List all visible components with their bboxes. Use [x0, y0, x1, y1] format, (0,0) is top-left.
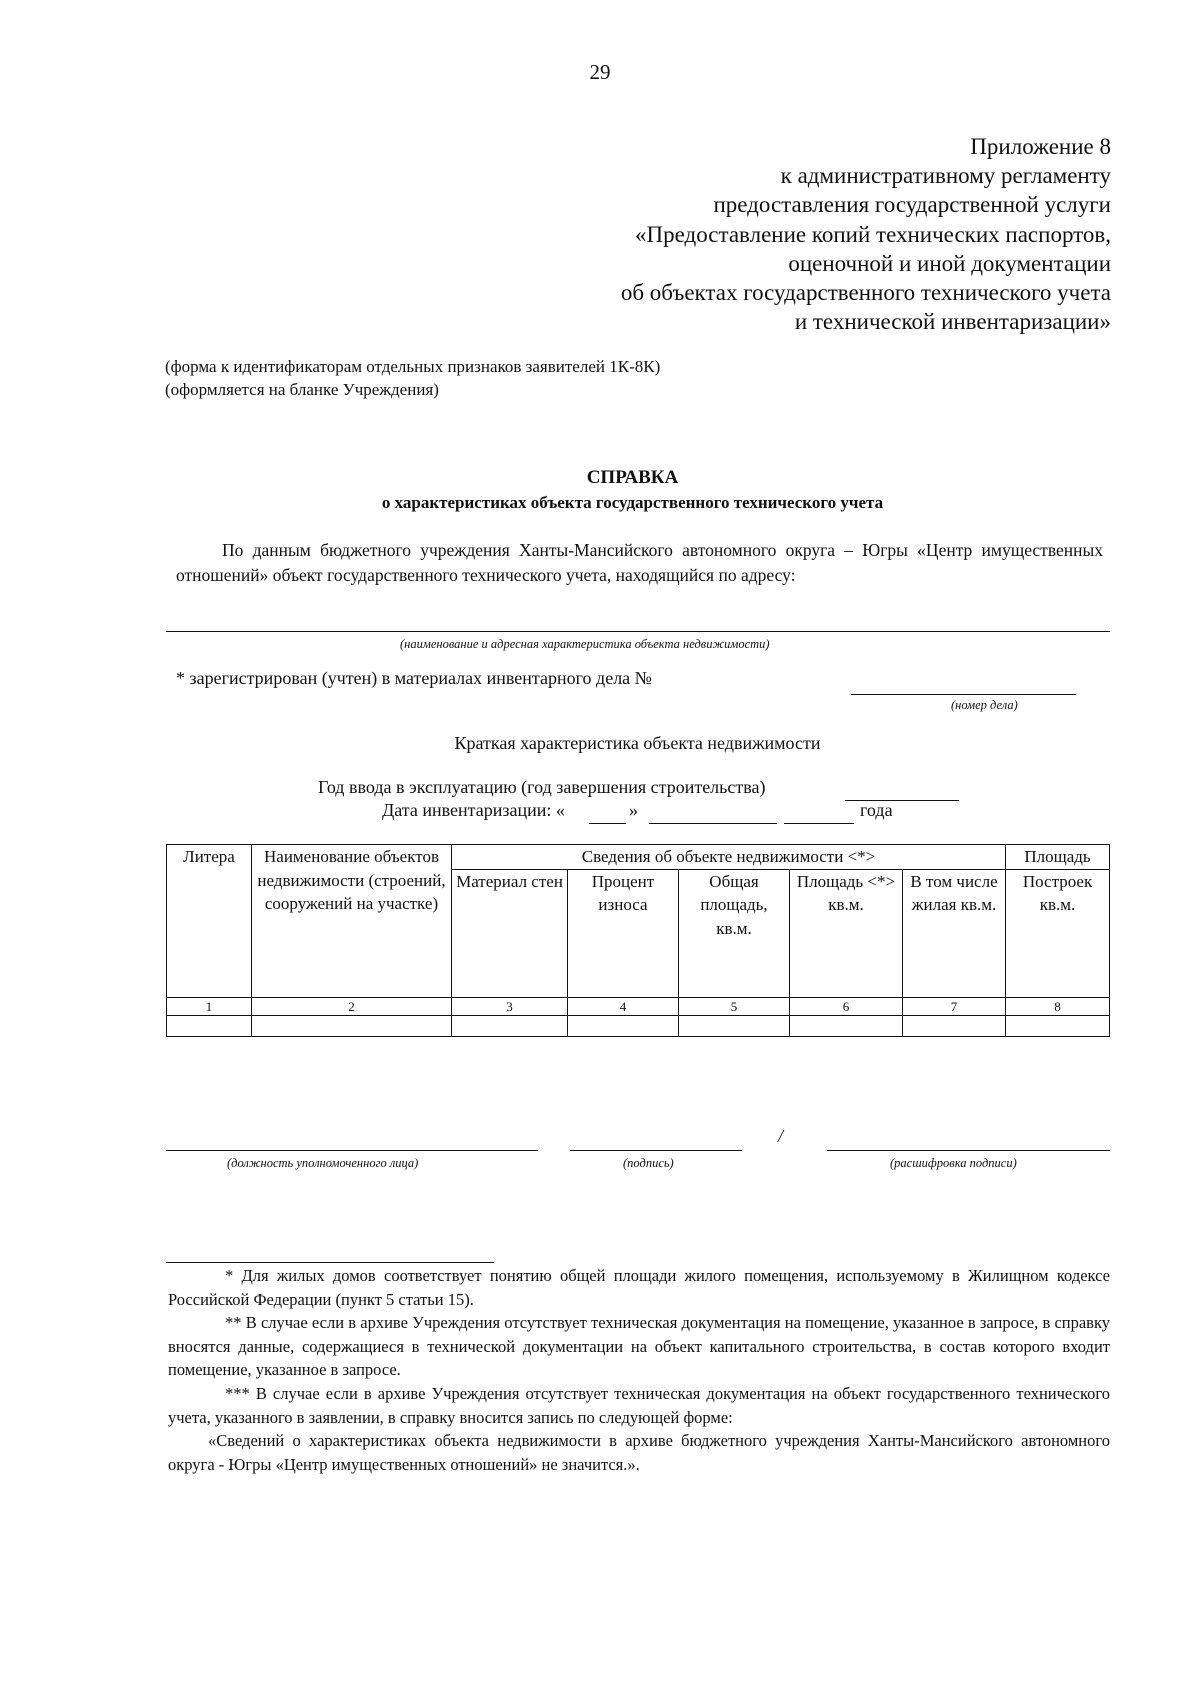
- table-cell-empty[interactable]: [452, 1015, 568, 1036]
- footnote-1: * Для жилых домов соответствует понятию общей площади жилого помещения, используемому в Жилищном кодексе Российской Федерации (пункт 5 статьи 15).: [168, 1266, 1110, 1309]
- table-cell-empty[interactable]: [903, 1015, 1006, 1036]
- column-number: 2: [252, 997, 452, 1015]
- appendix-line: предоставления государственной услуги: [713, 192, 1111, 218]
- column-number: 8: [1006, 997, 1110, 1015]
- case-number-caption: (номер дела): [951, 698, 1018, 712]
- address-caption: (наименование и адресная характеристика объекта недвижимости): [400, 637, 770, 651]
- page-number: 29: [589, 60, 611, 84]
- form-note: [165, 356, 660, 401]
- table-cell-empty[interactable]: [252, 1015, 452, 1036]
- characteristics-table: [166, 844, 1110, 1037]
- header-total-area: Общая площадь, кв.м.: [679, 869, 790, 997]
- form-note-line: (форма к идентификаторам отдельных признаков заявителей 1К-8К): [165, 357, 661, 376]
- table-cell-empty[interactable]: [568, 1015, 679, 1036]
- column-number: 7: [903, 997, 1006, 1015]
- document-title: СПРАВКА: [586, 467, 679, 488]
- table-cell-empty[interactable]: [790, 1015, 903, 1036]
- brief-characteristics-title: Краткая характеристика объекта недвижимости: [454, 733, 821, 753]
- commission-year-text: Год ввода в эксплуатацию (год завершения строительства): [318, 777, 766, 797]
- decoding-caption: (расшифровка подписи): [890, 1156, 1017, 1170]
- position-caption: (должность уполномоченного лица): [227, 1156, 419, 1170]
- intro-paragraph: По данным бюджетного учреждения Ханты-Мансийского автономного округа – Югры «Центр имущественных отношений» объект государственного технического учета, находящийся по адресу:: [176, 540, 1103, 585]
- form-note-line: (оформляется на бланке Учреждения): [165, 379, 439, 399]
- header-object-name: Наименование объектов недвижимости (строений, сооружений на участке): [252, 845, 452, 998]
- appendix-line: об объектах государственного технического учета: [620, 280, 1111, 306]
- address-field-line[interactable]: [166, 631, 1110, 632]
- appendix-line: Приложение 8: [970, 134, 1111, 159]
- header-area-group: Площадь: [1006, 845, 1110, 870]
- appendix-line: к административному регламенту: [780, 163, 1111, 189]
- table-cell-empty[interactable]: [167, 1015, 252, 1036]
- case-number-field-line[interactable]: [851, 694, 1076, 695]
- table-cell-empty[interactable]: [679, 1015, 790, 1036]
- header-litera: Литера: [167, 845, 252, 998]
- appendix-header: [621, 132, 1111, 336]
- inventory-date-mid: »: [629, 800, 638, 820]
- inventory-date-suffix: года: [860, 800, 893, 820]
- signature-caption: (подпись): [623, 1156, 674, 1170]
- inventory-date-prefix: Дата инвентаризации: «: [382, 800, 565, 820]
- header-area: Площадь <*> кв.м.: [790, 869, 903, 997]
- footnote-4: «Сведений о характеристиках объекта недвижимости в архиве бюджетного учреждения Ханты-Мансийского автономного округа - Югры «Центр имущественных отношений» не значится.».: [168, 1431, 1110, 1474]
- column-number: 5: [679, 997, 790, 1015]
- appendix-line: оценочной и иной документации: [788, 250, 1111, 276]
- inventory-year-field-line[interactable]: [784, 823, 854, 824]
- document-subtitle: о характеристиках объекта государственного технического учета: [381, 493, 884, 512]
- header-living-area: В том числе жилая кв.м.: [903, 869, 1006, 997]
- footnote-separator: [166, 1262, 494, 1263]
- signature-slash: /: [778, 1126, 784, 1146]
- column-number: 3: [452, 997, 568, 1015]
- table-cell-empty[interactable]: [1006, 1015, 1110, 1036]
- appendix-line: «Предоставление копий технических паспортов,: [635, 221, 1111, 247]
- inventory-month-field-line[interactable]: [649, 823, 777, 824]
- column-number: 1: [167, 997, 252, 1015]
- signature-field-line[interactable]: [570, 1150, 742, 1151]
- header-object-info-group: Сведения об объекте недвижимости <*>: [452, 845, 1006, 870]
- position-field-line[interactable]: [166, 1150, 538, 1151]
- inventory-day-field-line[interactable]: [589, 823, 626, 824]
- header-wall-material: Материал стен: [452, 869, 568, 997]
- decoding-field-line[interactable]: [827, 1150, 1110, 1151]
- column-number: 4: [568, 997, 679, 1015]
- header-buildings-area: Построек кв.м.: [1006, 869, 1110, 997]
- footnote-2: ** В случае если в архиве Учреждения отсутствует техническая документация на помещение, указанное в запросе, в справку вносятся данные, содержащиеся в технической документации на объект капитального строительства, в состав которого входит помещение, указанное в запросе.: [168, 1313, 1110, 1380]
- column-number: 6: [790, 997, 903, 1015]
- header-wear-percent: Процент износа: [568, 869, 679, 997]
- registration-text: * зарегистрирован (учтен) в материалах инвентарного дела №: [176, 668, 652, 688]
- footnotes: [168, 1264, 1110, 1476]
- footnote-3: *** В случае если в архиве Учреждения отсутствует техническая документация на объект государственного технического учета, указанного в заявлении, в справку вносится запись по следующей форме:: [168, 1383, 1110, 1427]
- appendix-line: и технической инвентаризации»: [794, 309, 1111, 335]
